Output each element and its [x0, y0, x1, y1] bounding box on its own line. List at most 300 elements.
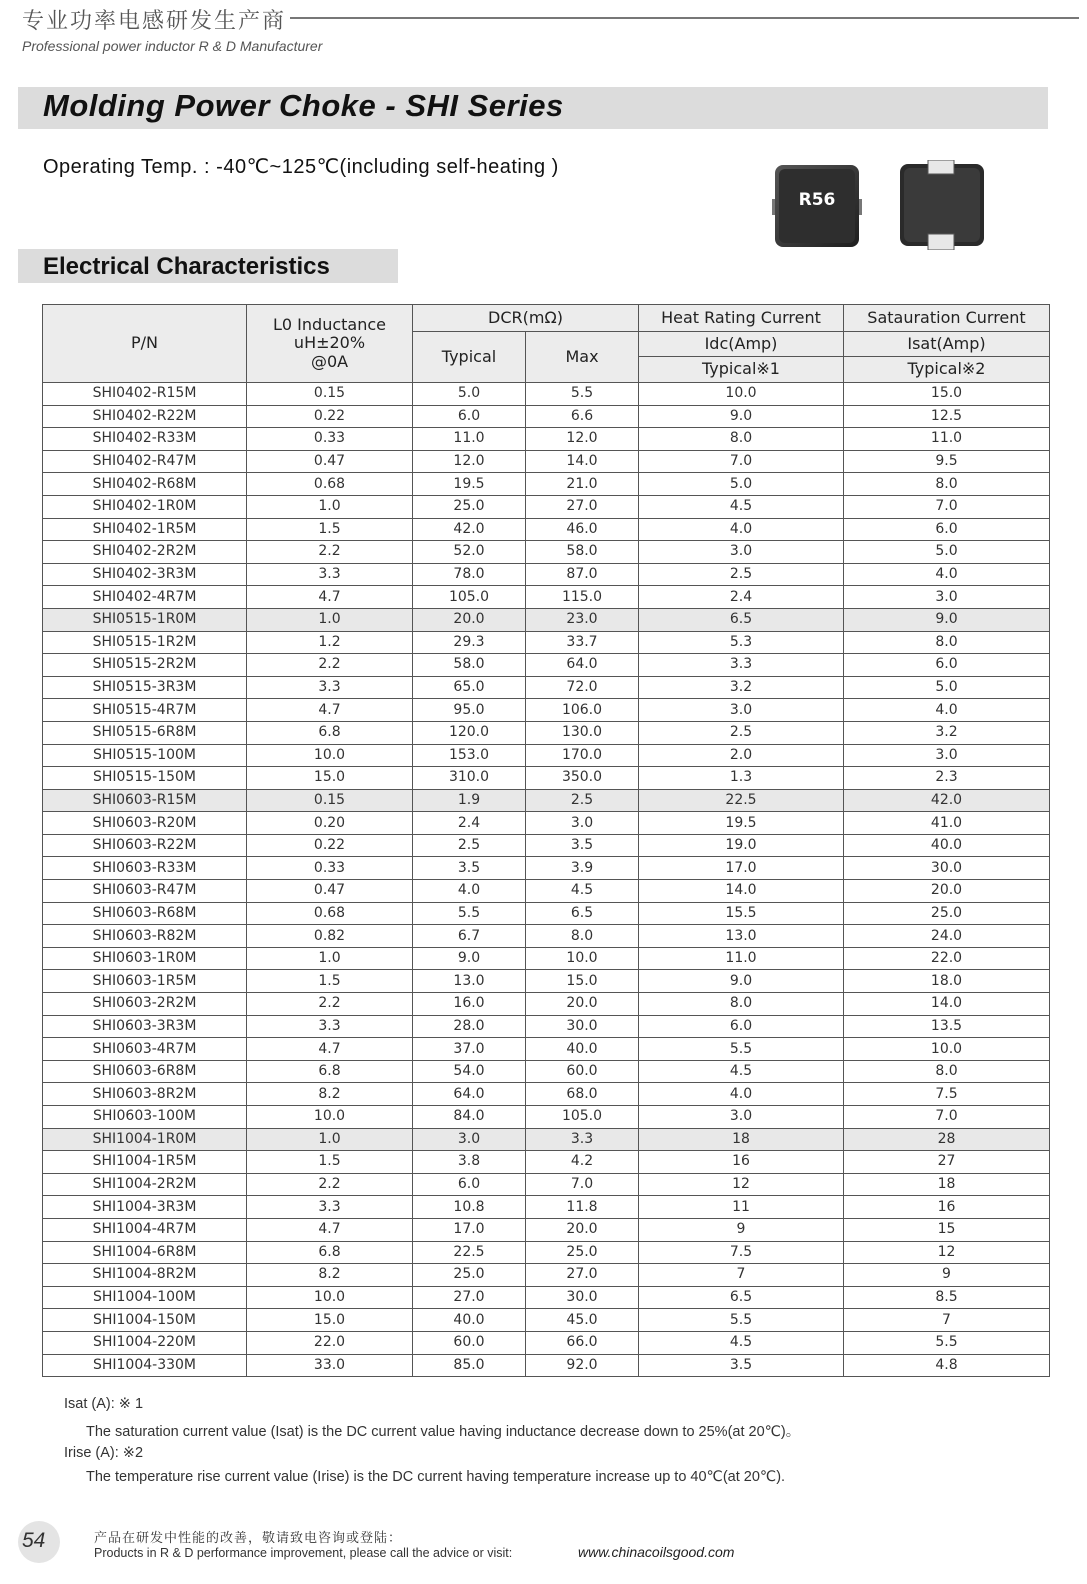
table-row — [43, 631, 1050, 654]
cell-dcr-max: 130.0 — [526, 721, 639, 744]
cell-dcr-max: 68.0 — [526, 1083, 639, 1106]
cell-inductance: 0.82 — [247, 925, 413, 948]
cell-isat: 41.0 — [844, 812, 1050, 835]
cell-dcr-max: 3.3 — [526, 1128, 639, 1151]
col-header-pn: P/N — [43, 305, 247, 383]
footer-url-link[interactable]: www.chinacoilsgood.com — [578, 1544, 735, 1560]
cell-inductance: 6.8 — [247, 1060, 413, 1083]
cell-idc: 2.5 — [639, 563, 844, 586]
cell-pn: SHI1004-8R2M — [43, 1264, 247, 1287]
cell-isat: 2.3 — [844, 767, 1050, 790]
col-header-idc: Idc(Amp) — [639, 332, 844, 357]
cell-dcr-typical: 95.0 — [413, 699, 526, 722]
cell-idc: 16 — [639, 1151, 844, 1174]
cell-pn: SHI1004-1R5M — [43, 1151, 247, 1174]
cell-dcr-typical: 2.4 — [413, 812, 526, 835]
cell-dcr-typical: 3.8 — [413, 1151, 526, 1174]
cell-inductance: 2.2 — [247, 541, 413, 564]
col-header-inductance — [247, 305, 413, 383]
col-header-saturation: Satauration Current — [844, 305, 1050, 332]
cell-isat: 4.0 — [844, 563, 1050, 586]
cell-isat: 3.0 — [844, 744, 1050, 767]
cell-dcr-typical: 25.0 — [413, 495, 526, 518]
cell-inductance: 15.0 — [247, 767, 413, 790]
cell-dcr-max: 20.0 — [526, 993, 639, 1016]
table-row — [43, 1038, 1050, 1061]
cell-dcr-max: 27.0 — [526, 1264, 639, 1287]
cell-dcr-typical: 20.0 — [413, 608, 526, 631]
cell-idc: 4.5 — [639, 1060, 844, 1083]
cell-isat: 5.5 — [844, 1331, 1050, 1354]
header-title-cn: 专业功率电感研发生产商 — [22, 9, 287, 34]
footer-note-cn: 产品在研发中性能的改善，敬请致电咨询或登陆： — [94, 1531, 403, 1546]
cell-dcr-max: 7.0 — [526, 1173, 639, 1196]
cell-dcr-typical: 6.0 — [413, 1173, 526, 1196]
table-row — [43, 1309, 1050, 1332]
table-row — [43, 721, 1050, 744]
table-row — [43, 1060, 1050, 1083]
cell-idc: 2.0 — [639, 744, 844, 767]
cell-inductance: 1.5 — [247, 970, 413, 993]
cell-isat: 40.0 — [844, 834, 1050, 857]
table-row — [43, 925, 1050, 948]
cell-pn: SHI0603-6R8M — [43, 1060, 247, 1083]
cell-dcr-max: 6.6 — [526, 405, 639, 428]
cell-idc: 9.0 — [639, 405, 844, 428]
table-row — [43, 586, 1050, 609]
table-row — [43, 383, 1050, 406]
cell-dcr-typical: 13.0 — [413, 970, 526, 993]
cell-idc: 9 — [639, 1218, 844, 1241]
table-row — [43, 1151, 1050, 1174]
header-subtitle-en: Professional power inductor R & D Manufacturer — [22, 38, 323, 54]
cell-dcr-max: 10.0 — [526, 947, 639, 970]
cell-idc: 8.0 — [639, 428, 844, 451]
cell-dcr-max: 58.0 — [526, 541, 639, 564]
cell-isat: 20.0 — [844, 880, 1050, 903]
cell-dcr-max: 21.0 — [526, 473, 639, 496]
table-row — [43, 608, 1050, 631]
cell-inductance: 0.22 — [247, 834, 413, 857]
cell-inductance: 1.0 — [247, 608, 413, 631]
cell-isat: 5.0 — [844, 541, 1050, 564]
cell-dcr-max: 60.0 — [526, 1060, 639, 1083]
table-row — [43, 1015, 1050, 1038]
header-rule — [290, 17, 1079, 19]
cell-pn: SHI0603-R22M — [43, 834, 247, 857]
cell-inductance: 1.5 — [247, 1151, 413, 1174]
cell-idc: 15.5 — [639, 902, 844, 925]
cell-pn: SHI0603-100M — [43, 1106, 247, 1129]
cell-isat: 15 — [844, 1218, 1050, 1241]
cell-dcr-typical: 25.0 — [413, 1264, 526, 1287]
cell-pn: SHI0603-1R5M — [43, 970, 247, 993]
cell-pn: SHI0603-2R2M — [43, 993, 247, 1016]
cell-isat: 24.0 — [844, 925, 1050, 948]
cell-dcr-max: 30.0 — [526, 1015, 639, 1038]
cell-dcr-typical: 10.8 — [413, 1196, 526, 1219]
table-row — [43, 857, 1050, 880]
cell-pn: SHI0402-1R5M — [43, 518, 247, 541]
cell-dcr-max: 170.0 — [526, 744, 639, 767]
cell-idc: 3.0 — [639, 541, 844, 564]
inductor-top-view-image — [772, 163, 862, 249]
cell-dcr-typical: 5.5 — [413, 902, 526, 925]
cell-isat: 11.0 — [844, 428, 1050, 451]
cell-isat: 15.0 — [844, 383, 1050, 406]
cell-dcr-max: 20.0 — [526, 1218, 639, 1241]
cell-inductance: 0.47 — [247, 880, 413, 903]
cell-idc: 11 — [639, 1196, 844, 1219]
cell-pn: SHI0603-8R2M — [43, 1083, 247, 1106]
cell-dcr-typical: 153.0 — [413, 744, 526, 767]
cell-dcr-max: 15.0 — [526, 970, 639, 993]
cell-dcr-max: 2.5 — [526, 789, 639, 812]
cell-isat: 42.0 — [844, 789, 1050, 812]
table-row — [43, 1106, 1050, 1129]
cell-isat: 4.8 — [844, 1354, 1050, 1377]
note-isat-label: Isat (A): ※ 1 — [64, 1396, 144, 1412]
cell-inductance: 1.2 — [247, 631, 413, 654]
cell-dcr-typical: 58.0 — [413, 654, 526, 677]
cell-pn: SHI1004-150M — [43, 1309, 247, 1332]
cell-dcr-typical: 5.0 — [413, 383, 526, 406]
cell-idc: 14.0 — [639, 880, 844, 903]
cell-pn: SHI0402-R47M — [43, 450, 247, 473]
cell-dcr-max: 12.0 — [526, 428, 639, 451]
cell-inductance: 1.0 — [247, 947, 413, 970]
cell-idc: 2.4 — [639, 586, 844, 609]
cell-inductance: 3.3 — [247, 1196, 413, 1219]
cell-dcr-typical: 52.0 — [413, 541, 526, 564]
cell-dcr-max: 8.0 — [526, 925, 639, 948]
table-row — [43, 1354, 1050, 1377]
cell-dcr-typical: 6.0 — [413, 405, 526, 428]
cell-pn: SHI0402-R15M — [43, 383, 247, 406]
table-row — [43, 518, 1050, 541]
cell-isat: 27 — [844, 1151, 1050, 1174]
table-row — [43, 789, 1050, 812]
cell-dcr-typical: 37.0 — [413, 1038, 526, 1061]
cell-isat: 3.2 — [844, 721, 1050, 744]
cell-inductance: 4.7 — [247, 586, 413, 609]
cell-isat: 6.0 — [844, 654, 1050, 677]
cell-inductance: 2.2 — [247, 654, 413, 677]
cell-isat: 25.0 — [844, 902, 1050, 925]
table-row — [43, 902, 1050, 925]
component-marking: R56 — [798, 190, 836, 210]
cell-pn: SHI0402-R33M — [43, 428, 247, 451]
cell-isat: 16 — [844, 1196, 1050, 1219]
inductance-header-line: uH±20% — [293, 333, 366, 353]
cell-pn: SHI0515-2R2M — [43, 654, 247, 677]
cell-dcr-typical: 6.7 — [413, 925, 526, 948]
cell-idc: 13.0 — [639, 925, 844, 948]
cell-idc: 2.5 — [639, 721, 844, 744]
cell-idc: 22.5 — [639, 789, 844, 812]
cell-dcr-max: 350.0 — [526, 767, 639, 790]
table-row — [43, 767, 1050, 790]
cell-pn: SHI0603-R47M — [43, 880, 247, 903]
table-row — [43, 563, 1050, 586]
cell-pn: SHI1004-2R2M — [43, 1173, 247, 1196]
cell-isat: 8.0 — [844, 631, 1050, 654]
cell-dcr-typical: 4.0 — [413, 880, 526, 903]
cell-isat: 10.0 — [844, 1038, 1050, 1061]
cell-dcr-max: 11.8 — [526, 1196, 639, 1219]
cell-pn: SHI1004-4R7M — [43, 1218, 247, 1241]
section-title: Electrical Characteristics — [43, 253, 330, 280]
cell-inductance: 0.15 — [247, 383, 413, 406]
note-irise-text: The temperature rise current value (Irise) is the DC current having temperature increase up to 40℃(at 20℃). — [86, 1469, 786, 1485]
cell-dcr-max: 3.0 — [526, 812, 639, 835]
cell-isat: 18.0 — [844, 970, 1050, 993]
cell-dcr-typical: 120.0 — [413, 721, 526, 744]
cell-dcr-max: 64.0 — [526, 654, 639, 677]
cell-inductance: 15.0 — [247, 1309, 413, 1332]
table-row — [43, 834, 1050, 857]
cell-isat: 9.5 — [844, 450, 1050, 473]
cell-pn: SHI1004-330M — [43, 1354, 247, 1377]
cell-inductance: 10.0 — [247, 744, 413, 767]
note-irise-label: Irise (A): ※2 — [64, 1445, 144, 1461]
cell-dcr-typical: 19.5 — [413, 473, 526, 496]
cell-pn: SHI0515-4R7M — [43, 699, 247, 722]
cell-dcr-typical: 3.0 — [413, 1128, 526, 1151]
cell-dcr-typical: 28.0 — [413, 1015, 526, 1038]
cell-dcr-max: 87.0 — [526, 563, 639, 586]
cell-isat: 7 — [844, 1309, 1050, 1332]
cell-inductance: 3.3 — [247, 563, 413, 586]
cell-dcr-max: 14.0 — [526, 450, 639, 473]
cell-pn: SHI0402-2R2M — [43, 541, 247, 564]
cell-isat: 8.5 — [844, 1286, 1050, 1309]
note-isat-text: The saturation current value (Isat) is the DC current value having inductance decrease down to 25%(at 20℃)。 — [86, 1424, 801, 1440]
cell-idc: 4.0 — [639, 1083, 844, 1106]
cell-dcr-typical: 1.9 — [413, 789, 526, 812]
cell-pn: SHI0402-4R7M — [43, 586, 247, 609]
table-row — [43, 654, 1050, 677]
cell-idc: 7.5 — [639, 1241, 844, 1264]
cell-idc: 5.0 — [639, 473, 844, 496]
table-row — [43, 428, 1050, 451]
cell-pn: SHI0515-1R2M — [43, 631, 247, 654]
cell-isat: 7.0 — [844, 1106, 1050, 1129]
cell-inductance: 0.15 — [247, 789, 413, 812]
cell-inductance: 0.20 — [247, 812, 413, 835]
cell-dcr-typical: 2.5 — [413, 834, 526, 857]
cell-dcr-max: 66.0 — [526, 1331, 639, 1354]
col-header-isat-typical: Typical※2 — [844, 357, 1050, 383]
table-row — [43, 744, 1050, 767]
cell-idc: 5.5 — [639, 1309, 844, 1332]
cell-pn: SHI1004-220M — [43, 1331, 247, 1354]
table-row — [43, 1196, 1050, 1219]
col-header-dcr-max: Max — [526, 332, 639, 383]
cell-idc: 3.0 — [639, 1106, 844, 1129]
table-row — [43, 450, 1050, 473]
cell-isat: 8.0 — [844, 1060, 1050, 1083]
table-row — [43, 473, 1050, 496]
cell-inductance: 8.2 — [247, 1264, 413, 1287]
cell-dcr-max: 30.0 — [526, 1286, 639, 1309]
cell-isat: 9.0 — [844, 608, 1050, 631]
cell-pn: SHI0603-R82M — [43, 925, 247, 948]
cell-idc: 11.0 — [639, 947, 844, 970]
cell-idc: 7 — [639, 1264, 844, 1287]
cell-pn: SHI0603-R15M — [43, 789, 247, 812]
cell-inductance: 3.3 — [247, 676, 413, 699]
table-row — [43, 1083, 1050, 1106]
cell-dcr-max: 23.0 — [526, 608, 639, 631]
cell-dcr-typical: 310.0 — [413, 767, 526, 790]
page-title: Molding Power Choke - SHI Series — [43, 88, 564, 123]
cell-pn: SHI1004-100M — [43, 1286, 247, 1309]
cell-idc: 4.5 — [639, 1331, 844, 1354]
cell-dcr-typical: 84.0 — [413, 1106, 526, 1129]
cell-dcr-typical: 78.0 — [413, 563, 526, 586]
cell-inductance: 10.0 — [247, 1106, 413, 1129]
table-row — [43, 1218, 1050, 1241]
cell-dcr-max: 92.0 — [526, 1354, 639, 1377]
cell-dcr-typical: 42.0 — [413, 518, 526, 541]
cell-inductance: 10.0 — [247, 1286, 413, 1309]
cell-inductance: 1.5 — [247, 518, 413, 541]
cell-isat: 12.5 — [844, 405, 1050, 428]
cell-idc: 12 — [639, 1173, 844, 1196]
cell-inductance: 4.7 — [247, 1218, 413, 1241]
cell-idc: 4.0 — [639, 518, 844, 541]
cell-inductance: 1.0 — [247, 1128, 413, 1151]
cell-dcr-typical: 85.0 — [413, 1354, 526, 1377]
cell-isat: 7.5 — [844, 1083, 1050, 1106]
cell-idc: 5.3 — [639, 631, 844, 654]
cell-dcr-max: 46.0 — [526, 518, 639, 541]
cell-dcr-typical: 65.0 — [413, 676, 526, 699]
cell-dcr-typical: 27.0 — [413, 1286, 526, 1309]
cell-dcr-max: 25.0 — [526, 1241, 639, 1264]
cell-inductance: 2.2 — [247, 1173, 413, 1196]
cell-isat: 3.0 — [844, 586, 1050, 609]
cell-pn: SHI0603-1R0M — [43, 947, 247, 970]
operating-temp: Operating Temp. : -40℃~125℃(including self-heating ) — [43, 156, 559, 178]
table-row — [43, 1173, 1050, 1196]
cell-dcr-typical: 16.0 — [413, 993, 526, 1016]
table-row — [43, 993, 1050, 1016]
cell-dcr-max: 4.2 — [526, 1151, 639, 1174]
cell-inductance: 0.68 — [247, 473, 413, 496]
cell-dcr-max: 40.0 — [526, 1038, 639, 1061]
cell-dcr-max: 3.9 — [526, 857, 639, 880]
cell-inductance: 0.33 — [247, 857, 413, 880]
cell-dcr-max: 106.0 — [526, 699, 639, 722]
cell-idc: 1.3 — [639, 767, 844, 790]
footer-note-en: Products in R & D performance improvement, please call the advice or visit: — [94, 1546, 513, 1560]
cell-idc: 17.0 — [639, 857, 844, 880]
inductance-header-line: @0A — [310, 351, 349, 371]
cell-dcr-max: 105.0 — [526, 1106, 639, 1129]
cell-pn: SHI0515-100M — [43, 744, 247, 767]
cell-inductance: 8.2 — [247, 1083, 413, 1106]
cell-isat: 30.0 — [844, 857, 1050, 880]
cell-dcr-max: 115.0 — [526, 586, 639, 609]
cell-idc: 9.0 — [639, 970, 844, 993]
cell-isat: 14.0 — [844, 993, 1050, 1016]
cell-pn: SHI1004-3R3M — [43, 1196, 247, 1219]
cell-inductance: 3.3 — [247, 1015, 413, 1038]
cell-pn: SHI1004-6R8M — [43, 1241, 247, 1264]
cell-dcr-typical: 40.0 — [413, 1309, 526, 1332]
cell-idc: 3.0 — [639, 699, 844, 722]
cell-inductance: 0.68 — [247, 902, 413, 925]
cell-idc: 3.2 — [639, 676, 844, 699]
cell-dcr-typical: 9.0 — [413, 947, 526, 970]
table-row — [43, 699, 1050, 722]
cell-pn: SHI0515-6R8M — [43, 721, 247, 744]
cell-inductance: 0.33 — [247, 428, 413, 451]
cell-idc: 6.5 — [639, 1286, 844, 1309]
table-row — [43, 1128, 1050, 1151]
table-row — [43, 1331, 1050, 1354]
electrical-characteristics-table — [42, 304, 1050, 1377]
cell-inductance: 1.0 — [247, 495, 413, 518]
cell-pn: SHI0603-R68M — [43, 902, 247, 925]
cell-pn: SHI0603-3R3M — [43, 1015, 247, 1038]
col-header-idc-typical: Typical※1 — [639, 357, 844, 383]
cell-isat: 13.5 — [844, 1015, 1050, 1038]
cell-idc: 8.0 — [639, 993, 844, 1016]
inductance-header-line: L0 Inductance — [273, 314, 386, 334]
cell-inductance: 0.47 — [247, 450, 413, 473]
cell-isat: 7.0 — [844, 495, 1050, 518]
table-row — [43, 1241, 1050, 1264]
cell-isat: 9 — [844, 1264, 1050, 1287]
cell-inductance: 33.0 — [247, 1354, 413, 1377]
cell-pn: SHI0515-1R0M — [43, 608, 247, 631]
cell-dcr-max: 45.0 — [526, 1309, 639, 1332]
cell-dcr-max: 6.5 — [526, 902, 639, 925]
cell-dcr-typical: 3.5 — [413, 857, 526, 880]
cell-idc: 4.5 — [639, 495, 844, 518]
cell-dcr-typical: 60.0 — [413, 1331, 526, 1354]
cell-isat: 28 — [844, 1128, 1050, 1151]
cell-pn: SHI1004-1R0M — [43, 1128, 247, 1151]
cell-inductance: 6.8 — [247, 1241, 413, 1264]
col-header-isat: Isat(Amp) — [844, 332, 1050, 357]
cell-pn: SHI0402-3R3M — [43, 563, 247, 586]
table-row — [43, 970, 1050, 993]
cell-dcr-typical: 12.0 — [413, 450, 526, 473]
cell-isat: 4.0 — [844, 699, 1050, 722]
cell-isat: 18 — [844, 1173, 1050, 1196]
cell-pn: SHI0515-150M — [43, 767, 247, 790]
table-row — [43, 812, 1050, 835]
cell-inductance: 2.2 — [247, 993, 413, 1016]
cell-dcr-typical: 64.0 — [413, 1083, 526, 1106]
cell-pn: SHI0515-3R3M — [43, 676, 247, 699]
cell-pn: SHI0603-R20M — [43, 812, 247, 835]
cell-dcr-max: 27.0 — [526, 495, 639, 518]
page-number: 54 — [22, 1529, 46, 1552]
cell-isat: 6.0 — [844, 518, 1050, 541]
cell-dcr-typical: 105.0 — [413, 586, 526, 609]
table-row — [43, 541, 1050, 564]
cell-idc: 3.5 — [639, 1354, 844, 1377]
cell-dcr-max: 3.5 — [526, 834, 639, 857]
cell-idc: 3.3 — [639, 654, 844, 677]
cell-dcr-typical: 54.0 — [413, 1060, 526, 1083]
cell-pn: SHI0402-1R0M — [43, 495, 247, 518]
